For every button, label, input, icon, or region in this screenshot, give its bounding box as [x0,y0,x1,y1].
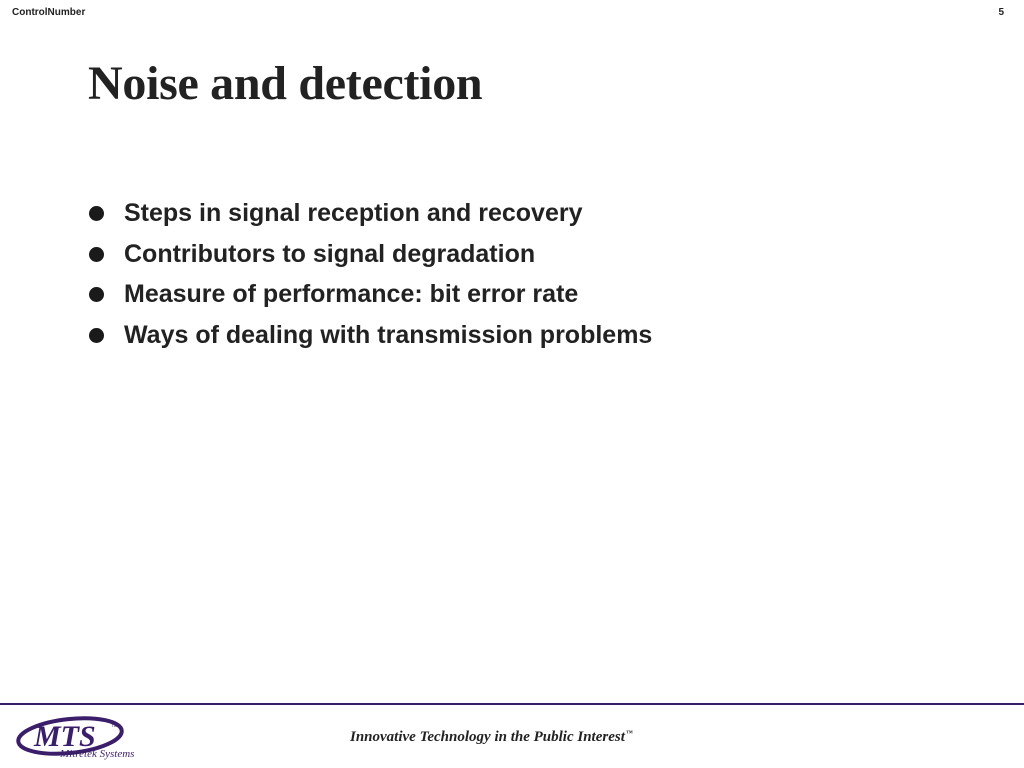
mts-logo [14,712,164,762]
bullet-item [88,234,652,275]
bullet-text: Measure of performance: bit error rate [124,280,579,309]
footer-divider [0,703,1024,705]
tagline-tm: ™ [625,729,633,737]
logo-subtitle: Mitretek Systems [60,748,135,760]
bullet-item [88,193,652,234]
bullet-item [88,315,652,356]
page-number: 5 [998,7,1004,18]
footer-tagline [350,729,633,746]
logo-tm: ™ [111,724,118,731]
bullet-text: Ways of dealing with transmission problems [124,320,653,349]
bullet-dot-icon [89,328,104,343]
bullet-list [88,193,652,356]
bullet-text: Steps in signal reception and recovery [124,198,583,227]
control-number: ControlNumber [12,7,86,18]
bullet-text: Contributors to signal degradation [124,239,536,268]
bullet-dot-icon [89,247,104,262]
bullet-dot-icon [89,287,104,302]
tagline-text: Innovative Technology in the Public Interest [350,729,625,745]
slide-title: Noise and detection [88,57,483,110]
logo-text: MTS [34,720,96,753]
bullet-dot-icon [89,206,104,221]
bullet-item [88,274,652,315]
